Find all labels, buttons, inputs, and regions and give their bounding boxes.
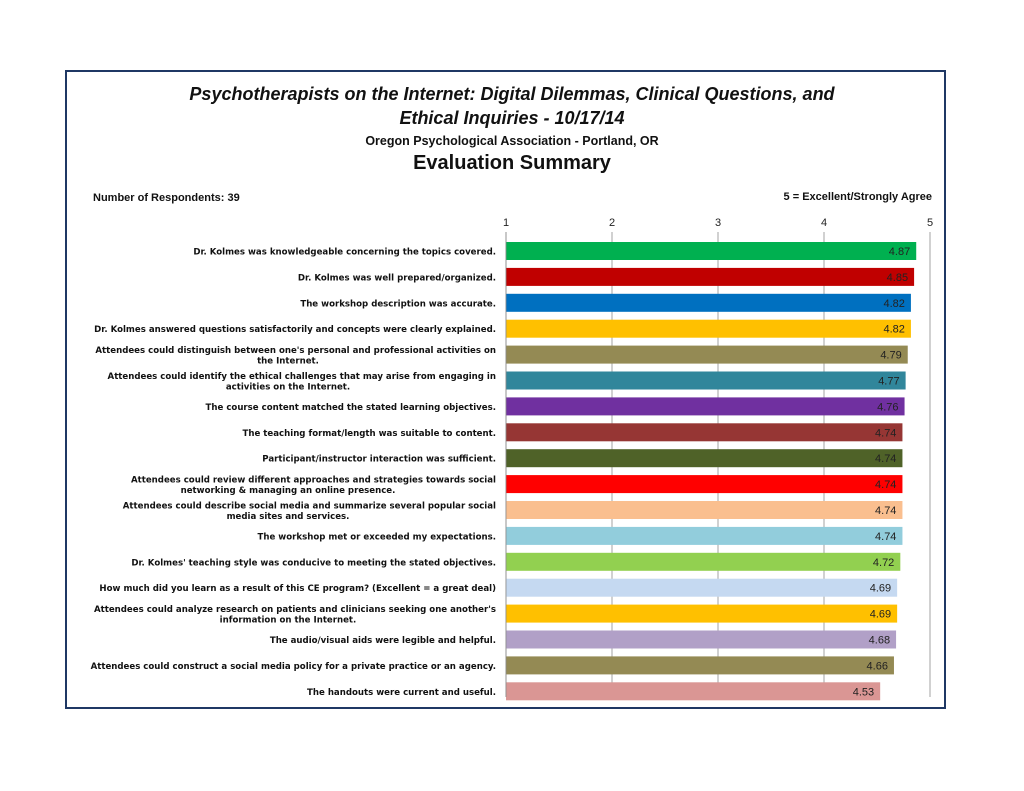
category-label: Attendees could describe social media and summarize several popular social xyxy=(122,501,496,512)
bar xyxy=(506,656,894,674)
bar-value-label: 4.74 xyxy=(875,453,897,466)
bar-value-label: 4.85 xyxy=(886,271,909,284)
x-tick-label: 2 xyxy=(608,217,616,229)
bar xyxy=(506,501,902,519)
scale-note: 5 = Excellent/Strongly Agree xyxy=(783,191,932,203)
category-label: information on the Internet. xyxy=(219,615,357,626)
bar xyxy=(506,449,902,467)
bar-value-label: 4.53 xyxy=(852,686,875,699)
bar-value-label: 4.69 xyxy=(869,608,892,621)
bar xyxy=(506,682,880,700)
bar xyxy=(506,397,905,415)
organization-name: Oregon Psychological Association - Portland, OR xyxy=(365,134,659,148)
bar-value-label: 4.74 xyxy=(875,427,897,440)
category-label: Dr. Kolmes answered questions satisfactorily and concepts were clearly explained. xyxy=(94,325,496,336)
bar-value-label: 4.79 xyxy=(880,349,902,362)
bar xyxy=(506,475,902,493)
bar xyxy=(506,320,911,338)
category-label: Dr. Kolmes was knowledgeable concerning the topics covered. xyxy=(193,247,496,258)
bar-value-label: 4.68 xyxy=(868,634,891,647)
category-label: How much did you learn as a result of this CE program? (Excellent = a great deal) xyxy=(99,584,496,595)
category-label: Attendees could construct a social media policy for a private practice or an agency. xyxy=(90,661,496,672)
bar-value-label: 4.74 xyxy=(875,479,897,492)
x-tick-label: 5 xyxy=(926,217,934,229)
category-label: The handouts were current and useful. xyxy=(307,687,496,698)
bar xyxy=(506,527,902,545)
category-label: networking & managing an online presence. xyxy=(180,485,396,496)
bar xyxy=(506,631,896,649)
bar-value-label: 4.76 xyxy=(877,401,899,414)
bar-value-label: 4.87 xyxy=(888,246,911,258)
category-label: Participant/instructor interaction was sufficient. xyxy=(262,454,496,465)
bar-value-label: 4.74 xyxy=(875,530,897,543)
category-label: The course content matched the stated learning objectives. xyxy=(205,402,496,413)
bar xyxy=(506,553,900,571)
bar-value-label: 4.72 xyxy=(872,556,895,569)
category-label: Attendees could identify the ethical challenges that may arise from engaging in xyxy=(107,371,496,382)
respondent-count: Number of Respondents: 39 xyxy=(93,192,240,204)
bar-value-label: 4.82 xyxy=(883,323,905,336)
x-tick-label: 1 xyxy=(502,217,510,229)
bar xyxy=(506,605,897,623)
bar xyxy=(506,294,911,312)
category-label: media sites and services. xyxy=(226,511,350,522)
bar-value-label: 4.82 xyxy=(883,297,905,310)
bar-value-label: 4.66 xyxy=(866,660,888,673)
x-tick-label: 4 xyxy=(820,217,828,229)
category-label: Dr. Kolmes was well prepared/organized. xyxy=(297,273,496,284)
category-label: The workshop met or exceeded my expectations. xyxy=(257,532,496,543)
bar xyxy=(506,346,908,364)
bar xyxy=(506,423,902,441)
category-label: activities on the Internet. xyxy=(225,382,351,393)
bar-value-label: 4.77 xyxy=(878,375,900,388)
bar xyxy=(506,372,906,390)
category-label: The workshop description was accurate. xyxy=(300,299,496,310)
bar-value-label: 4.69 xyxy=(869,582,892,595)
bar xyxy=(506,242,916,260)
category-label: Attendees could review different approaches and strategies towards social xyxy=(130,475,496,486)
category-label: Attendees could distinguish between one's personal and professional activities on xyxy=(95,345,496,356)
report-title-line-2: Ethical Inquiries - 10/17/14 xyxy=(399,108,625,128)
category-label: Dr. Kolmes' teaching style was conducive to meeting the stated objectives. xyxy=(131,558,496,569)
report-title-line-1: Psychotherapists on the Internet: Digital Dilemmas, Clinical Questions, and xyxy=(189,84,835,104)
category-label: Attendees could analyze research on patients and clinicians seeking one another's xyxy=(93,604,496,615)
category-label: The teaching format/length was suitable to content. xyxy=(242,428,496,439)
bar-value-label: 4.74 xyxy=(875,505,897,517)
category-label: The audio/visual aids were legible and helpful. xyxy=(269,636,496,646)
x-tick-label: 3 xyxy=(714,217,722,229)
report-subtitle: Evaluation Summary xyxy=(413,152,611,174)
category-label: the Internet. xyxy=(257,356,319,367)
bar xyxy=(506,268,914,286)
bar xyxy=(506,579,897,597)
